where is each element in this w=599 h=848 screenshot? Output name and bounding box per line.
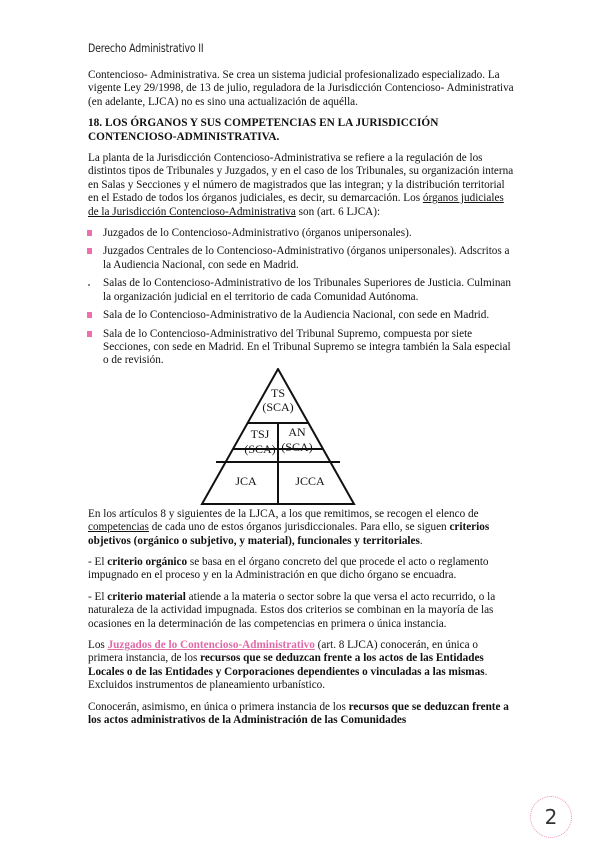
pyramid-ts-label: TS xyxy=(270,385,286,400)
list-item: Sala de lo Contencioso-Administrativo del Tribunal Supremo, compuesta por siete Secciones, con sede en Madrid. En el Tribunal Supremo se integra también la Sala especial o de revisión. xyxy=(88,328,514,368)
bullet-icon xyxy=(87,230,92,236)
organos-list xyxy=(88,227,514,368)
bullet-icon xyxy=(87,248,92,254)
list-item: Salas de lo Contencioso-Administrativo de los Tribunales Superiores de Justicia. Culminan la organización judicial en el territorio de cada Comunidad Autónoma. xyxy=(88,277,514,304)
bullet-icon xyxy=(88,284,90,286)
page-content xyxy=(88,69,514,727)
pyramid-an-sublabel: (SCA) xyxy=(281,439,313,454)
organos-link-text: órganos judiciales de la Jurisdicción Contencioso-Administrativa xyxy=(88,192,504,218)
list-item: Juzgados de lo Contencioso-Administrativo (órganos unipersonales). xyxy=(88,227,514,240)
paragraph-criterio-organico: - El criterio orgánico se basa en el órgano concreto del que procede el acto o reglamento impugnado en el proceso y en la Administración en que dicho órgano se encuadra. xyxy=(88,555,489,582)
bullet-icon xyxy=(87,331,92,337)
pyramid-svg xyxy=(200,368,356,506)
section-heading: 18. LOS ÓRGANOS Y SUS COMPETENCIAS EN LA JURISDICCIÓN CONTENCIOSO-ADMINISTRATIVA. xyxy=(88,117,439,143)
running-header: Derecho Administrativo II xyxy=(88,41,204,55)
list-item: Juzgados Centrales de lo Contencioso-Administrativo (órganos unipersonales). Adscritos a la Audiencia Nacional, con sede en Madrid. xyxy=(88,245,514,272)
paragraph-juzgados: Los Juzgados de lo Contencioso-Administrativo (art. 8 LJCA) conocerán, en única o primera instancia, de los recursos que se deduzcan frente a los actos de las Entidades Locales o de las Entidades y Corporaciones dependientes o vinculadas a las mismas. Excluidos instrumentos de planeamiento urbanístico. xyxy=(88,638,488,692)
pyramid-tsj-sublabel: (SCA) xyxy=(244,441,276,456)
intro-paragraph: Contencioso- Administrativa. Se crea un sistema judicial profesionalizado especializado. La vigente Ley 29/1998, de 13 de julio, reguladora de la Jurisdicción Contencioso- Administrativa (en adelante, LJCA) no es sino una actualización de aquélla. xyxy=(88,69,514,108)
pyramid-jca-label: JCA xyxy=(235,473,257,488)
pyramid-jcca-label: JCCA xyxy=(295,473,325,488)
court-pyramid-diagram xyxy=(88,368,514,508)
pyramid-ts-sublabel: (SCA) xyxy=(262,399,294,414)
pyramid-an-label: AN xyxy=(288,424,306,439)
pyramid-tsj-label: TSJ xyxy=(250,426,270,441)
juzgados-highlight: Juzgados de lo Contencioso-Administrativo xyxy=(107,638,315,651)
paragraph-planta: La planta de la Jurisdicción Contencioso-Administrativa se refiere a la regulación de los distintos tipos de Tribunales y Juzgados, y en el caso de los Tribunales, su organización interna en Salas y Secciones y el número de magistrados que las integran; y la distribución territorial en el Estado de todos los órganos judiciales, es decir, su demarcación. Los órganos judiciales de la Jurisdicción Contencioso-Administrativa son (art. 6 LJCA): xyxy=(88,152,514,218)
paragraph-criterio-material: - El criterio material atiende a la materia o sector sobre la que versa el acto recurrido, o la naturaleza de la actividad impugnada. Estos dos criterios se combinan en la mayoría de las ocasiones en la determinación de las competencias en primera o única instancia. xyxy=(88,590,496,630)
paragraph-competencias: En los artículos 8 y siguientes de la LJCA, a los que remitimos, se recogen el elenco de competencias de cada uno de estos órganos jurisdiccionales. Para ello, se siguen criterios objetivos (orgánico o subjetivo, y material), funcionales y territoriales. xyxy=(88,507,490,547)
bullet-icon xyxy=(87,312,92,318)
list-item: Sala de lo Contencioso-Administrativo de la Audiencia Nacional, con sede en Madrid. xyxy=(88,309,514,322)
paragraph-conoceran: Conocerán, asimismo, en única o primera instancia de los recursos que se deduzcan frente a los actos administrativos de la Administración de las Comunidades xyxy=(88,700,509,726)
page-number-badge: 2 xyxy=(530,796,572,838)
